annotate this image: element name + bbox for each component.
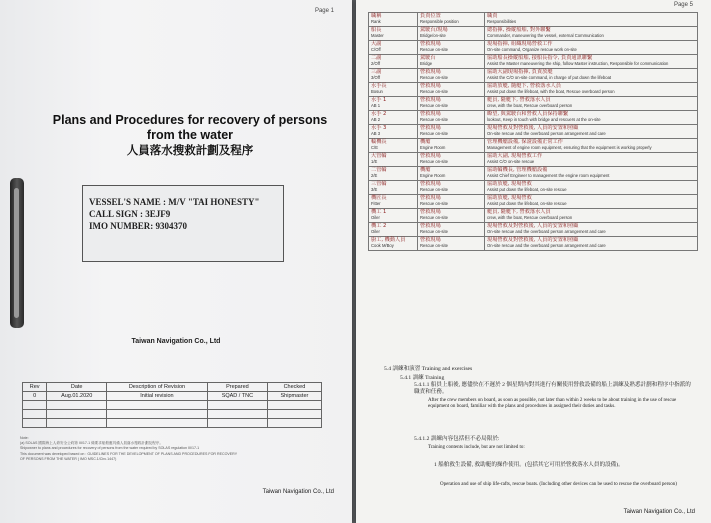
- pos-zh: 營救現場: [420, 97, 441, 103]
- rank-cell: [369, 41, 418, 55]
- rank-en: Cook M/Boy: [371, 243, 394, 249]
- page-number: Page 1: [314, 8, 334, 14]
- resp-en: Responsibilities: [487, 19, 517, 25]
- rank-en: C/Off: [371, 47, 381, 53]
- resp-zh: 協助輪機長, 管理機艙設備: [487, 167, 548, 173]
- pos-zh: 營救現場: [420, 237, 441, 243]
- resp-zh: 協助大副, 現場營救工作: [487, 153, 543, 159]
- resp-cell: [485, 97, 698, 111]
- table-row: [369, 27, 698, 41]
- resp-cell: [485, 195, 698, 209]
- resp-en: Management of engine room equipment, ensuring that the equipment is working properly: [487, 145, 652, 151]
- table-row: [369, 125, 698, 139]
- pos-zh: 負責位置: [420, 13, 441, 19]
- resp-cell: [485, 27, 698, 41]
- resp-en: Assist put down the lifeboat, on-site rescue: [487, 201, 567, 207]
- pos-zh: 機艙: [420, 167, 431, 173]
- pos-en: Rescue on-site: [420, 229, 448, 235]
- resp-cell: [485, 83, 698, 97]
- imo-number: IMO NUMBER: 9304370: [89, 221, 187, 231]
- resp-en: lookout, Keep in touch with bridge and rescuers at the on-site: [487, 117, 601, 123]
- document-title: [40, 113, 340, 158]
- pos-zh: 駕駛台: [420, 55, 436, 61]
- table-row: [369, 83, 698, 97]
- rank-zh: 機匠長: [371, 195, 387, 201]
- pos-zh: 營救現場: [420, 125, 441, 131]
- rank-en: Master: [371, 33, 384, 39]
- pos-cell: [418, 111, 485, 125]
- section-5-4: 5.4 訓練和演習 Training and exercises: [384, 366, 473, 372]
- rank-zh: 廚工, 機動人員: [371, 237, 406, 243]
- vessel-name: VESSEL'S NAME : M/V "TAI HONESTY": [89, 197, 260, 207]
- rank-cell: [369, 167, 418, 181]
- rank-zh: 輪機長: [371, 139, 387, 145]
- item-1-zh: 1 船舶救生設備, 救助艇的操作使用。(包括其它可用於營救落水人員的設備)。: [434, 462, 624, 468]
- section-5-4-1-2-zh: 5.4.1.2 訓練內容包括但不必局限於:: [414, 436, 500, 442]
- resp-zh: 協助放艇, 隨艇下, 營救落水人員: [487, 83, 562, 89]
- table-row: [369, 195, 698, 209]
- rank-zh: 水手 1: [371, 97, 387, 103]
- pos-zh: 營救現場: [420, 181, 441, 187]
- resp-en: Assist put down the lifeboat, on-site rescue: [487, 187, 567, 193]
- table-row: [369, 209, 698, 223]
- resp-zh: 協助放艇, 現場營救: [487, 181, 532, 187]
- pos-en: Rescue on-site: [420, 117, 448, 123]
- rank-cell: [369, 223, 418, 237]
- rank-zh: 船長: [371, 27, 382, 33]
- company-name: Taiwan Navigation Co., Ltd: [131, 338, 221, 345]
- resp-cell: [485, 153, 698, 167]
- section-5-4-1-2-en: Training contents include, but are not limited to:: [428, 445, 525, 450]
- pos-cell: [418, 167, 485, 181]
- pos-cell: [418, 69, 485, 83]
- note-line: Shipowner to plans and procedures for recovery of persons from the water required by SOLAS regulation III/17-1: [20, 446, 200, 451]
- section-5-4-1-1-zh: 5.4.1.1 船員上船後, 應儘快在不遲於 2 個星期內對其進行有關使用營救設備的船上訓練及熟悉計劃和程序中指派的職責和任務。: [414, 382, 691, 395]
- resp-cell: [485, 41, 698, 55]
- resp-en: Assist the Master maneuvering the ship, follow Master instruction, Responsible for communication: [487, 61, 669, 67]
- rank-en: Rank: [371, 19, 381, 25]
- pos-cell: [418, 27, 485, 41]
- crew-table-header: [369, 13, 698, 27]
- table-row: [369, 41, 698, 55]
- title-en-line-1: Plans and Procedures for recovery of persons: [52, 113, 328, 127]
- pos-zh: 營救現場: [420, 111, 441, 117]
- pos-en: Rescue on-site: [420, 75, 448, 81]
- resp-en: On-site command, Organize rescue work on-site: [487, 47, 577, 53]
- pos-en: Engine Room: [420, 145, 446, 151]
- rank-cell: [369, 111, 418, 125]
- table-row: [369, 97, 698, 111]
- resp-cell: [485, 223, 698, 237]
- pos-zh: 營救現場: [420, 83, 441, 89]
- description-cell: Initial revision: [106, 392, 207, 401]
- resp-en: Commander, maneuvering the vessel, external Communication: [487, 33, 604, 39]
- rank-cell: [369, 83, 418, 97]
- rank-cell: [369, 181, 418, 195]
- content-page: [356, 0, 711, 523]
- resp-en: Assist put down the lifeboat, with the boat, Rescue overboard person: [487, 89, 615, 95]
- resp-zh: 現場營救及對營救後, 人員的安置和照顧: [487, 237, 579, 243]
- table-row: [23, 410, 322, 419]
- vessel-info-box: [82, 185, 284, 262]
- rank-en: Oiler: [371, 215, 380, 221]
- rank-en: 1/E: [371, 159, 378, 165]
- rank-zh: 機工 1: [371, 209, 387, 215]
- rank-zh: 水手 3: [371, 125, 387, 131]
- revision-header-row: [23, 383, 322, 392]
- note-line: OF PERSONS FROM THE WATER ( IMO MSC.1/Circ.1447): [20, 456, 117, 461]
- pos-en: Rescue on-site: [420, 159, 448, 165]
- page-number: Page 5: [673, 2, 693, 8]
- resp-zh: 協助大副現場指揮, 負責放艇: [487, 69, 553, 75]
- page-footer: Taiwan Navigation Co., Ltd: [623, 509, 695, 515]
- pos-en: Rescue on-site: [420, 47, 448, 53]
- resp-cell: [485, 139, 698, 153]
- rank-zh: 二管輪: [371, 167, 387, 173]
- resp-zh: 艇員, 隨艇下, 營救落水人員: [487, 97, 551, 103]
- pos-zh: 營救現場: [420, 223, 441, 229]
- pos-en: Rescue on-site: [420, 89, 448, 95]
- table-row: [369, 237, 698, 251]
- binder-clip: [10, 178, 24, 328]
- table-row: [369, 223, 698, 237]
- rank-en: 2/E: [371, 173, 378, 179]
- rank-cell: [369, 27, 418, 41]
- date-header: Date: [47, 383, 107, 392]
- pos-cell: [418, 55, 485, 69]
- resp-en: crew, with the boat, Rescue overboard person: [487, 103, 573, 109]
- pos-zh: 營救現場: [420, 41, 441, 47]
- checked-cell: Shipmaster: [267, 392, 321, 401]
- item-1-en: Operation and use of ship life-rafts, rescue boats. (Including other devices can be used to rescue the overboard person): [440, 482, 677, 487]
- rank-cell: [369, 55, 418, 69]
- rank-cell: [369, 125, 418, 139]
- pos-en: Rescue on-site: [420, 187, 448, 193]
- rank-cell: [369, 139, 418, 153]
- pos-en: Rescue on-site: [420, 243, 448, 249]
- pos-en: Bridge: [420, 61, 433, 67]
- resp-zh: 現場營救及對營救後, 人員的安置和照顧: [487, 223, 579, 229]
- page-footer: Taiwan Navigation Co., Ltd: [262, 489, 334, 495]
- rev-cell: 0: [23, 392, 47, 401]
- rank-zh: 三管輪: [371, 181, 387, 187]
- rank-cell: [369, 237, 418, 251]
- resp-en: On-site rescue and the overboard person arrangement and care: [487, 243, 606, 249]
- rank-cell: [369, 97, 418, 111]
- pos-cell: [418, 153, 485, 167]
- cover-page: [0, 0, 352, 523]
- rank-en: AB 1: [371, 103, 381, 109]
- pos-zh: 營救現場: [420, 195, 441, 201]
- pos-cell: [418, 181, 485, 195]
- rank-cell: [369, 209, 418, 223]
- resp-cell: [485, 167, 698, 181]
- resp-zh: 現場營救及對營救後, 人員的安置和照顧: [487, 125, 579, 131]
- pos-en: Rescue on-site: [420, 215, 448, 221]
- resp-cell: [485, 237, 698, 251]
- rank-cell: [369, 195, 418, 209]
- resp-zh: 艇員, 隨艇下, 營救落水人員: [487, 209, 551, 215]
- table-row: [369, 69, 698, 83]
- table-row: [369, 111, 698, 125]
- table-row: [369, 153, 698, 167]
- description-header: Description of Revision: [106, 383, 207, 392]
- table-row: [369, 139, 698, 153]
- pos-zh: 營救現場: [420, 209, 441, 215]
- crew-duty-table: [368, 12, 698, 251]
- pos-en: Bridge/on-site: [420, 33, 446, 39]
- rank-zh: 機工 2: [371, 223, 387, 229]
- table-row: [23, 392, 322, 401]
- pos-en: Engine Room: [420, 173, 446, 179]
- resp-cell: [485, 181, 698, 195]
- rank-en: AB 2: [371, 117, 381, 123]
- resp-cell: [485, 55, 698, 69]
- resp-zh: 現場指揮, 組織現場營救工作: [487, 41, 553, 47]
- resp-cell: [485, 209, 698, 223]
- rank-en: Oiler: [371, 229, 380, 235]
- resp-zh: 職責: [487, 13, 498, 19]
- section-5-4-1-1-en: After the crew members on board, as soon as possible, not later than within 2 weeks to be about training in the use of rescue equipment on board, familiar with the plans and procedures in assigned their duties and tasks.: [428, 398, 677, 410]
- rank-cell: [369, 13, 418, 27]
- pos-cell: [418, 237, 485, 251]
- pos-cell: [418, 13, 485, 27]
- prepared-header: Prepared: [207, 383, 267, 392]
- pos-zh: 營救現場: [420, 69, 441, 75]
- rank-en: 3/Off: [371, 75, 381, 81]
- note-line: This document was developed based on : GUIDELINES FOR THE DEVELOPMENT OF PLANS AND PROCEDURES FOR RECOVERY: [20, 451, 238, 456]
- rank-zh: 水手 2: [371, 111, 387, 117]
- pos-cell: [418, 97, 485, 111]
- table-row: [23, 419, 322, 428]
- pos-zh: 機艙: [420, 139, 431, 145]
- table-row: [369, 181, 698, 195]
- pos-cell: [418, 125, 485, 139]
- rank-zh: 三副: [371, 69, 382, 75]
- resp-zh: 管理機艙設備, 保證設備正常工作: [487, 139, 563, 145]
- rev-header: Rev: [23, 383, 47, 392]
- pos-cell: [418, 41, 485, 55]
- title-en-line-2: from the water: [146, 128, 234, 142]
- note-line: (a) SOLAS 國際海上人命安全公約第 III/17-1 條要求船舶應具備人員落水搜救計劃及程序。: [20, 441, 163, 446]
- prepared-cell: SQAD / TNC: [207, 392, 267, 401]
- cover-notes: [20, 436, 335, 462]
- resp-cell: [485, 69, 698, 83]
- pos-cell: [418, 139, 485, 153]
- resp-en: On-site rescue and the overboard person arrangement and care: [487, 229, 606, 235]
- resp-cell: [485, 111, 698, 125]
- rank-cell: [369, 153, 418, 167]
- resp-en: On-site rescue and the overboard person arrangement and care: [487, 131, 606, 137]
- pos-en: Rescue on-site: [420, 103, 448, 109]
- resp-en: Assist Chief Engineer to management the engine room equipment: [487, 173, 610, 179]
- rank-cell: [369, 69, 418, 83]
- pos-cell: [418, 195, 485, 209]
- pos-en: Responsible position: [420, 19, 459, 25]
- date-cell: Aug.01.2020: [47, 392, 107, 401]
- checked-header: Checked: [267, 383, 321, 392]
- resp-en: Assist the C/O on-site command, in charge of put down the lifeboat: [487, 75, 612, 81]
- rank-en: AB 3: [371, 131, 381, 137]
- call-sign: CALL SIGN : 3EJF9: [89, 209, 171, 219]
- rank-en: 2/Off: [371, 61, 381, 67]
- pos-zh: 駕駛台/現場: [420, 27, 448, 33]
- resp-en: Assist C/O on-site rescue: [487, 159, 535, 165]
- pos-cell: [418, 223, 485, 237]
- table-row: [23, 401, 322, 410]
- table-row: [369, 55, 698, 69]
- section-5-4-1: 5.4.1 訓練 Training: [400, 375, 445, 381]
- rank-zh: 大副: [371, 41, 382, 47]
- rank-en: Fitter: [371, 201, 381, 207]
- resp-zh: 協助船長操縱船舶, 接船長指令, 負責通訊聯繫: [487, 55, 593, 61]
- resp-en: crew, with the boat, Rescue overboard person: [487, 215, 573, 221]
- resp-cell: [485, 13, 698, 27]
- resp-zh: 瞭望, 與駕駛台和營救人員保持聯繫: [487, 111, 569, 117]
- note-line: Note:: [20, 436, 29, 440]
- resp-cell: [485, 125, 698, 139]
- rank-zh: 大管輪: [371, 153, 387, 159]
- resp-zh: 總指揮, 操縱船舶, 對外聯繫: [487, 27, 551, 33]
- title-zh: 人員落水搜救計劃及程序: [126, 143, 254, 157]
- rank-en: Bosun: [371, 89, 383, 95]
- rank-en: 3/E: [371, 187, 378, 193]
- pos-cell: [418, 83, 485, 97]
- rank-zh: 二副: [371, 55, 382, 61]
- pos-cell: [418, 209, 485, 223]
- revision-table: [22, 382, 322, 428]
- rank-zh: 職稱: [371, 13, 382, 19]
- resp-zh: 協助放艇, 現場營救: [487, 195, 532, 201]
- rank-en: C/E: [371, 145, 378, 151]
- rank-zh: 水手長: [371, 83, 387, 89]
- pos-en: Rescue on-site: [420, 131, 448, 137]
- pos-zh: 營救現場: [420, 153, 441, 159]
- table-row: [369, 167, 698, 181]
- pos-en: Rescue on-site: [420, 201, 448, 207]
